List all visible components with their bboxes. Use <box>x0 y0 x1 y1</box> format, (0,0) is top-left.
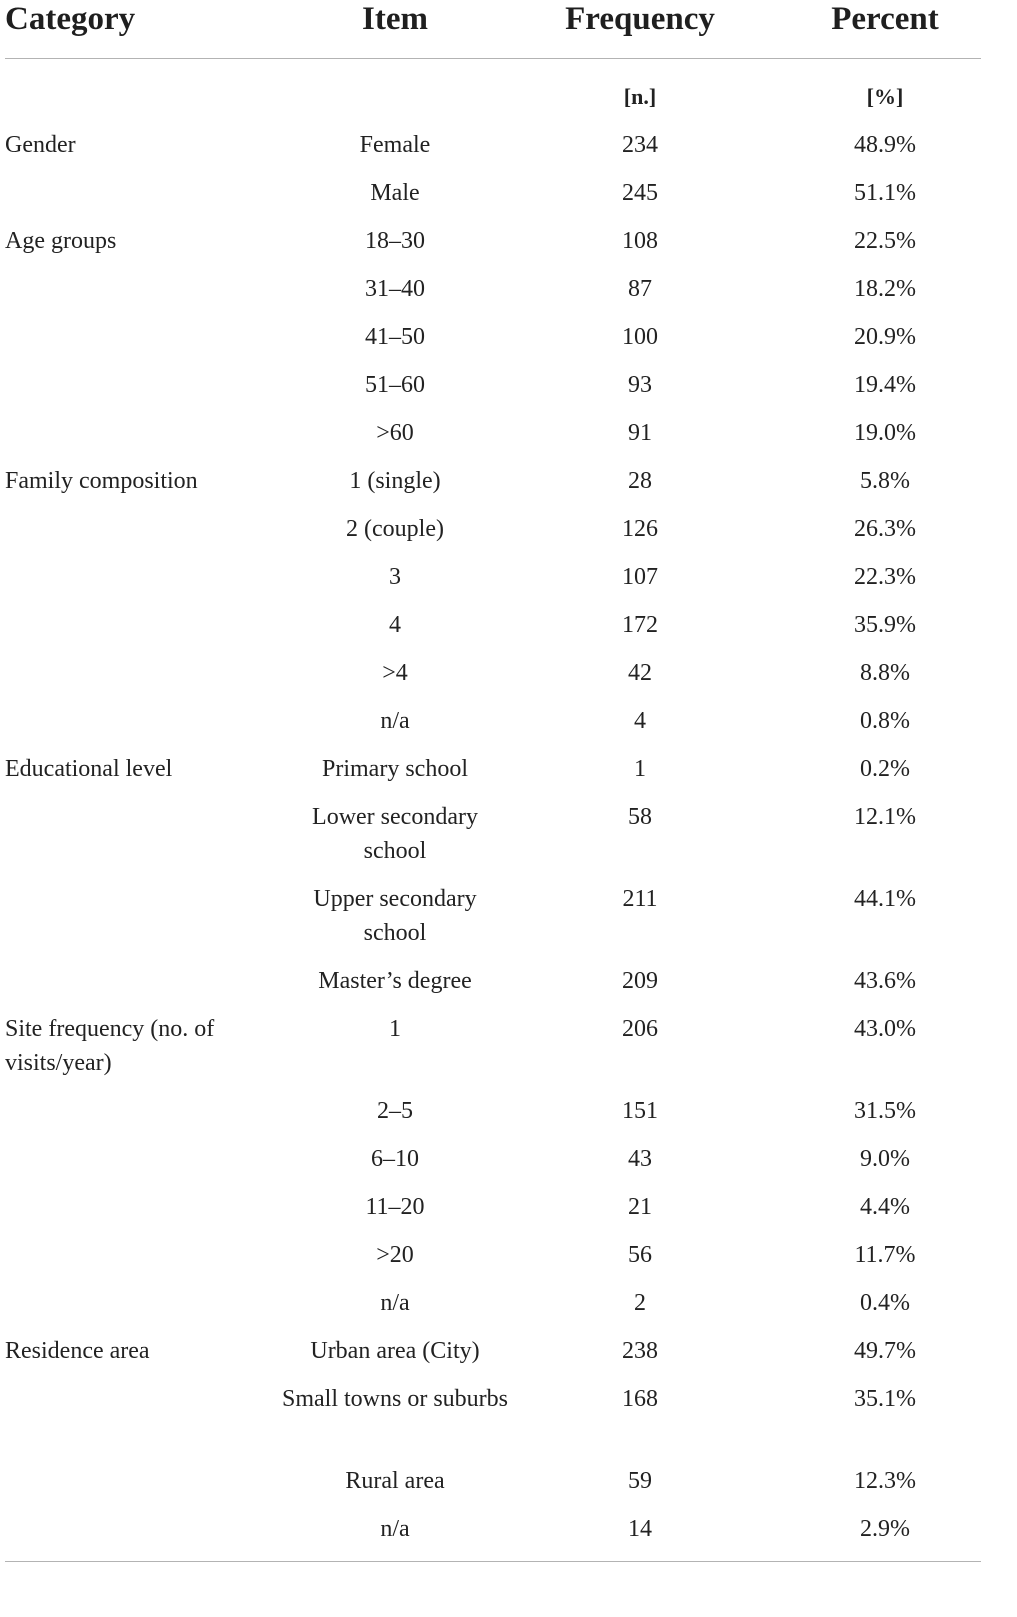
row-percent: 2.9% <box>860 1516 910 1542</box>
table-row <box>0 608 1017 656</box>
row-item: Female <box>359 132 431 158</box>
table-row <box>0 416 1017 464</box>
table-body <box>0 128 1017 1560</box>
row-frequency: 206 <box>622 1016 658 1042</box>
row-item: n/a <box>380 1290 410 1316</box>
row-category: Residence area <box>5 1338 150 1364</box>
header-percent: Percent <box>831 1 939 37</box>
row-percent: 12.3% <box>854 1468 916 1494</box>
row-item: 3 <box>389 564 401 590</box>
row-category: Age groups <box>5 228 117 254</box>
row-frequency: 108 <box>622 228 658 254</box>
header-frequency: Frequency <box>565 1 715 37</box>
row-percent: 31.5% <box>854 1098 916 1124</box>
row-percent: 51.1% <box>854 180 916 206</box>
row-percent: 43.0% <box>854 1016 916 1042</box>
table-row <box>0 1334 1017 1382</box>
row-frequency: 168 <box>622 1386 658 1412</box>
row-item: 51–60 <box>365 372 425 398</box>
row-frequency: 93 <box>628 372 652 398</box>
row-frequency: 245 <box>622 180 658 206</box>
row-item: 2 (couple) <box>346 516 444 542</box>
unit-frequency: [n.] <box>623 84 657 109</box>
row-category: Educational level <box>5 756 173 782</box>
row-frequency: 211 <box>622 886 658 912</box>
row-frequency: 58 <box>628 804 652 830</box>
table-row <box>0 882 1017 964</box>
row-percent: 43.6% <box>854 968 916 994</box>
row-frequency: 21 <box>628 1194 652 1220</box>
row-percent: 19.0% <box>854 420 916 446</box>
row-percent: 48.9% <box>854 132 916 158</box>
row-item: Primary school <box>322 756 468 782</box>
row-frequency: 1 <box>634 756 646 782</box>
table-row <box>0 1094 1017 1142</box>
header-divider <box>5 58 981 59</box>
row-percent: 18.2% <box>854 276 916 302</box>
table-row <box>0 1512 1017 1560</box>
table-row <box>0 272 1017 320</box>
row-percent: 26.3% <box>854 516 916 542</box>
row-frequency: 56 <box>628 1242 652 1268</box>
row-frequency: 151 <box>622 1098 658 1124</box>
row-frequency: 42 <box>628 660 652 686</box>
row-frequency: 107 <box>622 564 658 590</box>
row-item: n/a <box>380 1516 410 1542</box>
row-item: 2–5 <box>377 1098 413 1124</box>
table-row <box>0 320 1017 368</box>
row-percent: 20.9% <box>854 324 916 350</box>
table-bottom-divider <box>5 1561 981 1562</box>
table-row <box>0 752 1017 800</box>
row-category: Gender <box>5 132 76 158</box>
row-percent: 49.7% <box>854 1338 916 1364</box>
row-percent: 22.3% <box>854 564 916 590</box>
row-frequency: 172 <box>622 612 658 638</box>
row-percent: 44.1% <box>854 886 916 912</box>
table-header <box>0 0 1017 58</box>
row-item: >60 <box>376 420 414 446</box>
row-frequency: 14 <box>628 1516 652 1542</box>
row-item: 11–20 <box>365 1194 425 1220</box>
row-item: 6–10 <box>371 1146 419 1172</box>
table-row <box>0 1012 1017 1094</box>
table-row <box>0 1382 1017 1464</box>
row-percent: 35.9% <box>854 612 916 638</box>
row-frequency: 59 <box>628 1468 652 1494</box>
table-row <box>0 176 1017 224</box>
row-percent: 9.0% <box>860 1146 910 1172</box>
header-category: Category <box>5 1 136 37</box>
row-item: 31–40 <box>365 276 425 302</box>
row-percent: 8.8% <box>860 660 910 686</box>
table-row <box>0 656 1017 704</box>
table-row <box>0 1142 1017 1190</box>
table-row <box>0 704 1017 752</box>
row-frequency: 238 <box>622 1338 658 1364</box>
table-row <box>0 512 1017 560</box>
row-item: 1 <box>389 1016 401 1042</box>
table-row <box>0 224 1017 272</box>
row-item: Urban area (City) <box>310 1338 480 1364</box>
row-category: Site frequency (no. of visits/year) <box>5 1016 215 1076</box>
row-percent: 19.4% <box>854 372 916 398</box>
row-item: n/a <box>380 708 410 734</box>
row-item: >20 <box>376 1242 414 1268</box>
row-frequency: 91 <box>628 420 652 446</box>
row-frequency: 2 <box>634 1290 646 1316</box>
row-item: Male <box>370 180 420 206</box>
row-category: Family composition <box>5 468 198 494</box>
row-frequency: 100 <box>622 324 658 350</box>
row-percent: 4.4% <box>860 1194 910 1220</box>
table-row <box>0 1464 1017 1512</box>
row-percent: 22.5% <box>854 228 916 254</box>
row-percent: 11.7% <box>854 1242 916 1268</box>
row-item: 1 (single) <box>349 468 441 494</box>
row-frequency: 4 <box>634 708 646 734</box>
row-item: 4 <box>389 612 401 638</box>
row-item: Rural area <box>345 1468 445 1494</box>
table-row <box>0 800 1017 882</box>
table-row <box>0 368 1017 416</box>
row-frequency: 126 <box>622 516 658 542</box>
row-item: Small towns or suburbs <box>281 1386 508 1412</box>
table-row <box>0 1238 1017 1286</box>
unit-percent: [%] <box>866 84 904 109</box>
row-item: 41–50 <box>365 324 425 350</box>
table-row <box>0 964 1017 1012</box>
table-row <box>0 560 1017 608</box>
row-frequency: 43 <box>628 1146 652 1172</box>
row-percent: 35.1% <box>854 1386 916 1412</box>
row-percent: 12.1% <box>854 804 916 830</box>
table-row <box>0 128 1017 176</box>
table-row <box>0 464 1017 512</box>
row-percent: 5.8% <box>860 468 910 494</box>
row-item: 18–30 <box>365 228 425 254</box>
row-percent: 0.8% <box>860 708 910 734</box>
row-percent: 0.2% <box>860 756 910 782</box>
units-row <box>0 82 1017 114</box>
row-frequency: 209 <box>622 968 658 994</box>
row-item: Master’s degree <box>318 968 472 994</box>
header-item: Item <box>362 1 428 37</box>
table-row <box>0 1286 1017 1334</box>
row-item: Upper secondary school <box>313 886 477 946</box>
row-frequency: 28 <box>628 468 652 494</box>
table-row <box>0 1190 1017 1238</box>
row-percent: 0.4% <box>860 1290 910 1316</box>
row-frequency: 87 <box>628 276 652 302</box>
row-item: >4 <box>382 660 408 686</box>
row-frequency: 234 <box>622 132 658 158</box>
row-item: Lower secondary school <box>312 804 478 864</box>
